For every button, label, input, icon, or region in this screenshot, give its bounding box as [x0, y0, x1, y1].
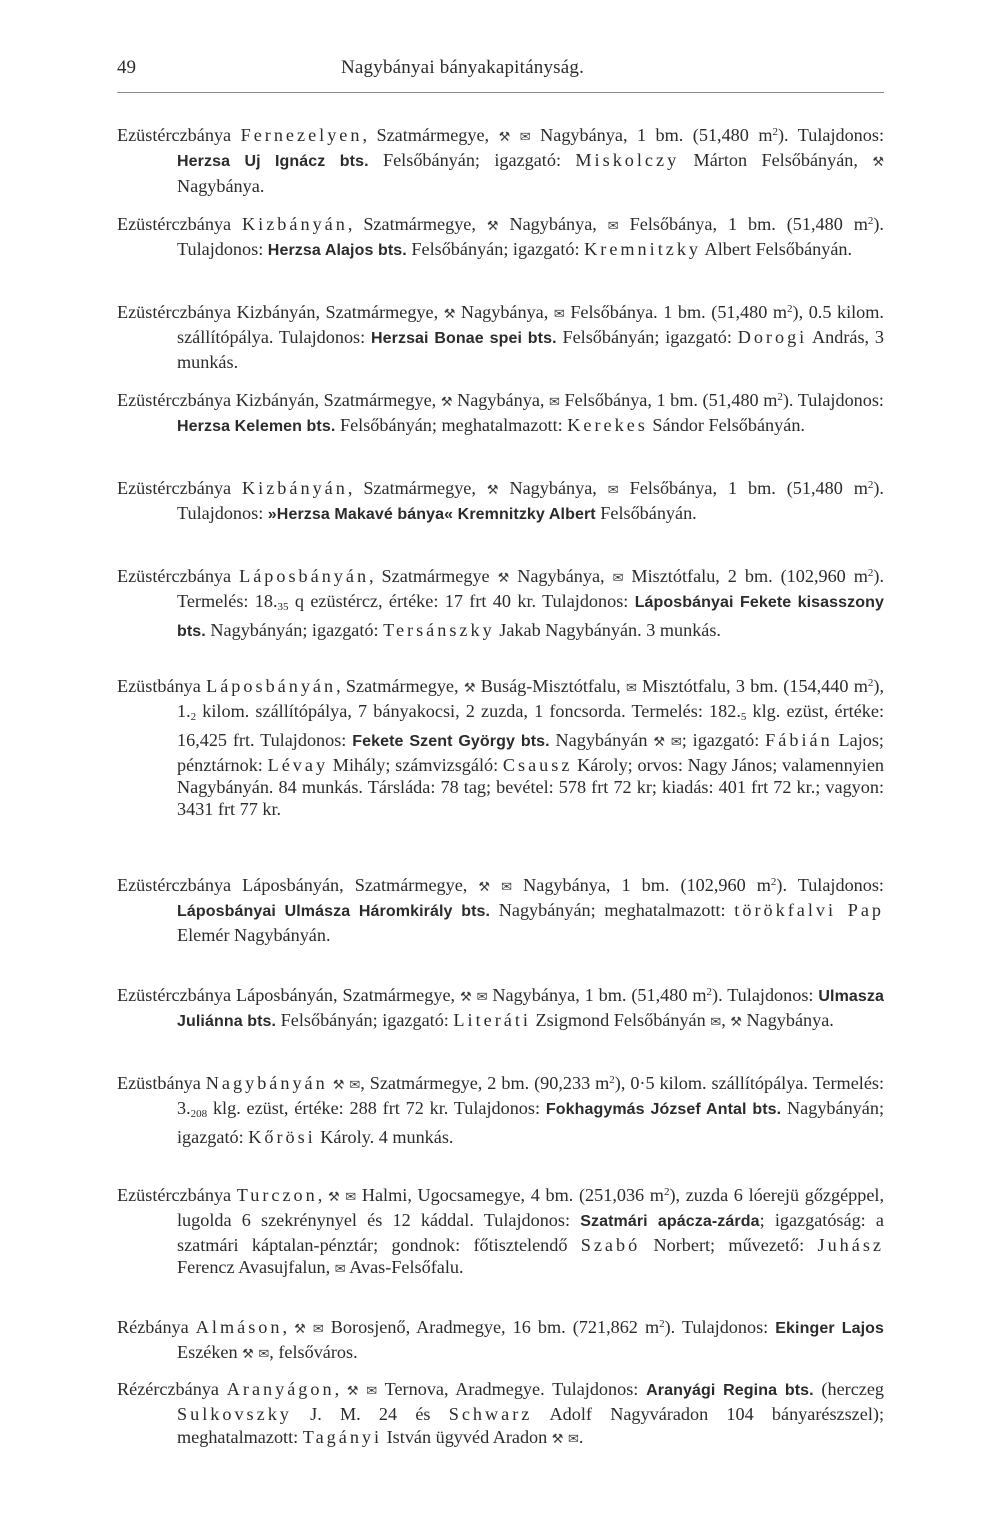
entry-text: Nagybányán; meghatalmazott:	[490, 900, 735, 921]
person-name: Tagányi	[302, 1426, 383, 1447]
entry-text: ), 1.	[177, 676, 884, 722]
entry-text: ). Tulajdonos:	[664, 1317, 776, 1337]
entry-text: Felsőbányán; igazgató:	[406, 239, 585, 260]
post-horn-icon: ✉	[258, 1347, 270, 1363]
entry-text: ). Termelés: 18.	[177, 566, 884, 612]
mine-symbol-icon: ⚒	[551, 1431, 564, 1447]
entry-text: (herczeg	[813, 1379, 885, 1399]
area-exponent: 2	[663, 1186, 670, 1198]
entry-text: klg. ezüst, értéke: 288 frt 72 kr. Tulajdonos:	[207, 1098, 546, 1119]
decimal-subscript: 35	[277, 601, 289, 614]
person-name: Literáti	[453, 1010, 531, 1031]
entry-text: ), 0.5 kilom. szállítópálya. Tulajdonos:	[177, 302, 884, 348]
entry-text: Nagybányán; igazgató:	[205, 619, 384, 640]
person-name: törökfalvi Pap	[734, 900, 884, 921]
person-name: Fábián	[765, 729, 833, 750]
entry-text: Nagybányán	[549, 729, 654, 750]
entry-text: Mihály; számvizsgáló:	[328, 754, 503, 775]
person-name: Tersánszky	[383, 619, 495, 640]
entry-text: Zsigmond Felsőbányán	[530, 1010, 711, 1031]
entry-text: Felsőbányán; igazgató:	[368, 150, 576, 171]
owner-name: Ulmasza Juliánna bts.	[177, 988, 884, 1031]
owner-name: Fokhagymás József Antal bts.	[545, 1101, 782, 1119]
entry-text: Nagybánya, 1 bm. (51,480 m	[530, 125, 773, 145]
entry-6	[117, 562, 884, 643]
entry-text: ). Tulajdonos:	[778, 125, 885, 145]
entry-text: Jakab Nagybányán. 3 munkás.	[494, 619, 721, 640]
post-horn-icon: ✉	[345, 1190, 357, 1205]
area-exponent: 2	[706, 986, 713, 998]
entry-10	[117, 1069, 884, 1148]
entry-text: Norbert; művezető:	[640, 1234, 818, 1255]
mine-symbol-icon: ⚒	[653, 734, 665, 750]
entry-text: Károly; orvos: Nagy János; valamennyien Nagybányán. 84 munkás. Társláda: 78 tag; bevétel: 578 frt 72 kr; kiadás: 401 frt 72 kr.; vagyon: 3431 frt 77 kr.	[177, 754, 885, 820]
entry-text: Felsőbánya. 1 bm. (51,480 m	[564, 302, 788, 322]
entry-text: ,	[721, 1010, 731, 1031]
entry-text: kilom. szállítópálya, 7 bányakocsi, 2 zuzda, 1 foncsorda. Termelés: 182.	[196, 701, 741, 722]
person-name: Csausz	[502, 754, 573, 775]
entry-text: Misztótfalu, 2 bm. (102,960 m	[623, 566, 868, 586]
entry-3	[117, 298, 884, 373]
entry-text: András, 3 munkás.	[177, 327, 884, 372]
person-name: Schwarz	[448, 1404, 533, 1425]
mine-location: Kizbányán	[242, 478, 348, 498]
entry-text: ), 0·5 kilom. szállítópálya. Termelés: 3.	[177, 1073, 885, 1119]
entry-text: Felsőbánya, 1 bm. (51,480 m	[618, 214, 868, 234]
post-horn-icon: ✉	[612, 571, 624, 586]
entry-text: ). Tulajdonos:	[712, 985, 819, 1005]
entry-text: J. M. 24 és	[291, 1404, 449, 1425]
entry-text: ; igazgatóság: a szatmári káptalan-pénztár; gondnok: főtisztelendő	[177, 1210, 884, 1255]
entry-text: Halmi, Ugocsamegye, 4 bm. (251,036 m	[356, 1185, 664, 1205]
person-name: Juhász	[817, 1234, 884, 1255]
entry-text: Ezüstérczbánya Láposbányán, Szatmármegye,	[117, 985, 460, 1005]
entry-text: Rézbánya	[117, 1317, 196, 1337]
entry-text: Felsőbánya, 1 bm. (51,480 m	[559, 390, 778, 410]
entry-text: Nagybányán; igazgató:	[177, 1098, 884, 1147]
entry-text: Avas-Felsőfalu.	[345, 1256, 464, 1277]
person-name: Lévay	[267, 754, 329, 775]
entry-text: Ternova, Aradmegye. Tulajdonos:	[377, 1379, 647, 1399]
entry-text: Misztótfalu, 3 bm. (154,440 m	[636, 676, 868, 696]
person-name: Kerekes	[567, 415, 648, 436]
entry-text: Ezüstérczbánya	[117, 214, 243, 234]
entry-1	[117, 121, 884, 197]
mine-symbol-icon: ⚒	[346, 1384, 359, 1399]
area-exponent: 2	[772, 126, 778, 138]
entry-text: ), zuzda 6 lóerejü gőzgéppel, lugolda 6 szekrénynyel és 12 káddal. Tulajdonos:	[177, 1185, 885, 1231]
mine-symbol-icon: ⚒	[443, 307, 456, 322]
entry-text: Nagybánya,	[498, 214, 608, 234]
mine-symbol-icon: ⚒	[459, 990, 472, 1005]
post-horn-icon: ✉	[519, 130, 531, 145]
entry-text: Ezüstérczbánya	[117, 1185, 237, 1205]
entry-text: Nagybánya,	[498, 478, 608, 498]
owner-name: Láposbányai Ulmásza Háromkirály bts.	[177, 903, 491, 921]
mine-symbol-icon: ⚒	[486, 483, 499, 498]
entry-4	[117, 386, 884, 439]
post-horn-icon: ✉	[710, 1015, 722, 1031]
mine-location: Aranyágon	[226, 1379, 335, 1399]
owner-name: Ekinger Lajos	[775, 1320, 885, 1337]
entry-text: Károly. 4 munkás.	[315, 1126, 454, 1147]
mine-symbol-icon: ⚒	[294, 1322, 306, 1337]
entry-text: klg. ezüst, értéke: 16,425 frt. Tulajdonos:	[177, 701, 884, 750]
entry-text: , felsőváros.	[269, 1342, 358, 1363]
mine-symbol-icon: ⚒	[478, 880, 491, 895]
mine-location: Fernezelyen	[240, 125, 363, 145]
entry-text: ). Tulajdonos:	[782, 390, 884, 410]
mine-location: Turczon	[236, 1185, 318, 1205]
mine-symbol-icon: ⚒	[498, 130, 511, 145]
page-number: 49	[117, 57, 136, 78]
mine-symbol-icon: ⚒	[242, 1347, 254, 1363]
post-horn-icon: ✉	[501, 880, 513, 895]
owner-name: Herzsa Alajos bts.	[267, 242, 407, 260]
entry-text: ). Tulajdonos:	[177, 214, 884, 260]
mine-symbol-icon: ⚒	[730, 1015, 742, 1031]
mine-symbol-icon: ⚒	[872, 155, 884, 171]
entry-text: .	[578, 1426, 584, 1447]
post-horn-icon: ✉	[625, 681, 637, 696]
entry-text: Rézérczbánya	[117, 1379, 227, 1399]
area-exponent: 2	[770, 876, 777, 888]
owner-name: Szatmári apácza-zárda	[580, 1213, 760, 1231]
person-name: Miskolczy	[575, 150, 680, 171]
post-horn-icon: ✉	[349, 1078, 361, 1093]
area-exponent: 2	[787, 303, 793, 315]
post-horn-icon: ✉	[476, 990, 488, 1005]
person-name: Dorogi	[737, 327, 808, 348]
mine-symbol-icon: ⚒	[486, 219, 499, 234]
entry-text: Buság-Misztótfalu,	[475, 676, 626, 696]
entry-text: Adolf Nagyváradon 104 bányarészszel); meghatalmazott:	[177, 1404, 884, 1447]
entry-text: Felsőbányán; igazgató:	[556, 327, 738, 348]
post-horn-icon: ✉	[366, 1384, 378, 1399]
entry-text: ,	[317, 1185, 328, 1205]
mine-symbol-icon: ⚒	[327, 1190, 340, 1205]
entry-text: Nagybánya.	[177, 175, 265, 196]
mine-location: Láposbányán	[239, 566, 370, 586]
post-horn-icon: ✉	[312, 1322, 324, 1337]
mine-location: Kizbányán	[242, 214, 348, 234]
entry-text: Ezüstbánya	[117, 676, 207, 696]
entry-text: , Szatmármegye, 2 bm. (90,233 m	[360, 1073, 610, 1093]
entry-text: Albert Felsőbányán.	[701, 239, 853, 260]
header-rule	[117, 92, 884, 93]
person-name: Kőrösi	[248, 1126, 316, 1147]
owner-name: Herzsai Bonae spei bts.	[370, 330, 557, 348]
entry-5	[117, 474, 884, 527]
owner-name: »Herzsa Makavé bánya« Kremnitzky Albert	[267, 506, 596, 524]
entry-text: ; igazgató:	[681, 729, 766, 750]
entry-text: , Szatmármegye,	[347, 478, 487, 498]
entry-text: Márton Felsőbányán,	[679, 150, 873, 171]
running-title: Nagybányai bányakapitányság.	[341, 57, 585, 78]
post-horn-icon: ✉	[607, 219, 619, 234]
entry-13	[117, 1378, 884, 1451]
post-horn-icon: ✉	[553, 307, 565, 322]
entry-text: Ezüstérczbánya	[117, 478, 243, 498]
mine-symbol-icon: ⚒	[332, 1078, 345, 1093]
mine-location: Láposbányán	[206, 676, 337, 696]
post-horn-icon: ✉	[549, 395, 560, 410]
entry-text: Felsőbányán; meghatalmazott:	[335, 415, 568, 436]
entry-text: Nagybánya,	[509, 566, 613, 586]
mine-location: Almáson	[195, 1317, 283, 1337]
entry-11	[117, 1181, 884, 1281]
decimal-subscript: 2	[190, 711, 197, 724]
post-horn-icon: ✉	[670, 734, 682, 750]
decimal-subscript: 5	[740, 711, 747, 724]
mine-symbol-icon: ⚒	[497, 571, 510, 586]
entry-text: Eszéken	[177, 1342, 243, 1363]
owner-name: Láposbányai Fekete kisasszony bts.	[177, 594, 884, 640]
person-name: Sulkovszky	[177, 1404, 292, 1425]
post-horn-icon: ✉	[334, 1261, 346, 1277]
entry-text: Felsőbányán.	[595, 503, 697, 524]
entry-text: , Szatmármegye	[369, 566, 498, 586]
area-exponent: 2	[659, 1318, 665, 1330]
entry-9	[117, 981, 884, 1035]
entry-2	[117, 210, 884, 263]
owner-name: Herzsa Uj Ignácz bts.	[177, 153, 369, 171]
entry-12	[117, 1313, 884, 1367]
entry-7	[117, 672, 884, 821]
area-exponent: 2	[609, 1074, 615, 1086]
entry-text: Sándor Felsőbányán.	[647, 415, 805, 436]
entry-text: Borosjenő, Aradmegye, 16 bm. (721,862 m	[323, 1317, 660, 1337]
entry-text: Ferencz Avasujfalun,	[177, 1256, 335, 1277]
entry-text: Ezüstérczbánya Láposbányán, Szatmármegye,	[117, 875, 479, 895]
owner-name: Fekete Szent György bts.	[352, 732, 550, 750]
area-exponent: 2	[867, 567, 874, 579]
mine-symbol-icon: ⚒	[440, 395, 453, 410]
area-exponent: 2	[867, 479, 874, 491]
post-horn-icon: ✉	[607, 483, 619, 498]
entry-text: Elemér Nagybányán.	[177, 924, 331, 945]
entry-text: Nagybánya, 1 bm. (102,960 m	[512, 875, 771, 895]
page-header	[117, 52, 884, 84]
area-exponent: 2	[867, 677, 874, 689]
owner-name: Aranyági Regina bts.	[646, 1382, 814, 1399]
entry-text: ). Tulajdonos:	[177, 478, 884, 524]
entry-text: , Szatmármegye,	[362, 125, 499, 145]
entry-text: Felsőbánya, 1 bm. (51,480 m	[618, 478, 868, 498]
entry-text: Ezüstérczbánya	[117, 125, 241, 145]
area-exponent: 2	[777, 391, 783, 403]
entry-text: Ezüstérczbánya	[117, 566, 240, 586]
entry-text: Ezüstérczbánya Kizbányán, Szatmármegye,	[117, 302, 444, 322]
entry-text: , Szatmármegye,	[336, 676, 464, 696]
post-horn-icon: ✉	[568, 1431, 579, 1447]
entry-text: q ezüstércz, értéke: 17 frt 40 kr. Tulajdonos:	[288, 591, 635, 612]
entry-8	[117, 871, 884, 946]
decimal-subscript: 208	[190, 1108, 208, 1121]
entry-text: Nagybánya, 1 bm. (51,480 m	[487, 985, 707, 1005]
entry-text: Lajos; pénztárnok:	[177, 729, 884, 775]
mine-symbol-icon: ⚒	[463, 681, 476, 696]
owner-name: Herzsa Kelemen bts.	[177, 418, 336, 436]
entry-text: István ügyvéd Aradon	[382, 1426, 552, 1447]
person-name: Szabó	[580, 1234, 641, 1255]
area-exponent: 2	[867, 215, 874, 227]
entry-text: Nagybánya.	[741, 1010, 834, 1031]
entry-text: Felsőbányán; igazgató:	[276, 1010, 454, 1031]
entry-text: Nagybánya,	[455, 302, 554, 322]
entry-text: ,	[282, 1317, 295, 1337]
entry-text: Ezüstbánya	[117, 1073, 206, 1093]
entry-text: Ezüstérczbánya Kizbányán, Szatmármegye,	[117, 390, 441, 410]
entry-text: Nagybánya,	[452, 390, 550, 410]
entry-text: ). Tulajdonos:	[776, 875, 884, 895]
person-name: Kremnitzky	[584, 239, 702, 260]
entry-text: , Szatmármegye,	[347, 214, 487, 234]
entry-text: ,	[334, 1379, 347, 1399]
mine-location: Nagybányán	[205, 1073, 328, 1093]
